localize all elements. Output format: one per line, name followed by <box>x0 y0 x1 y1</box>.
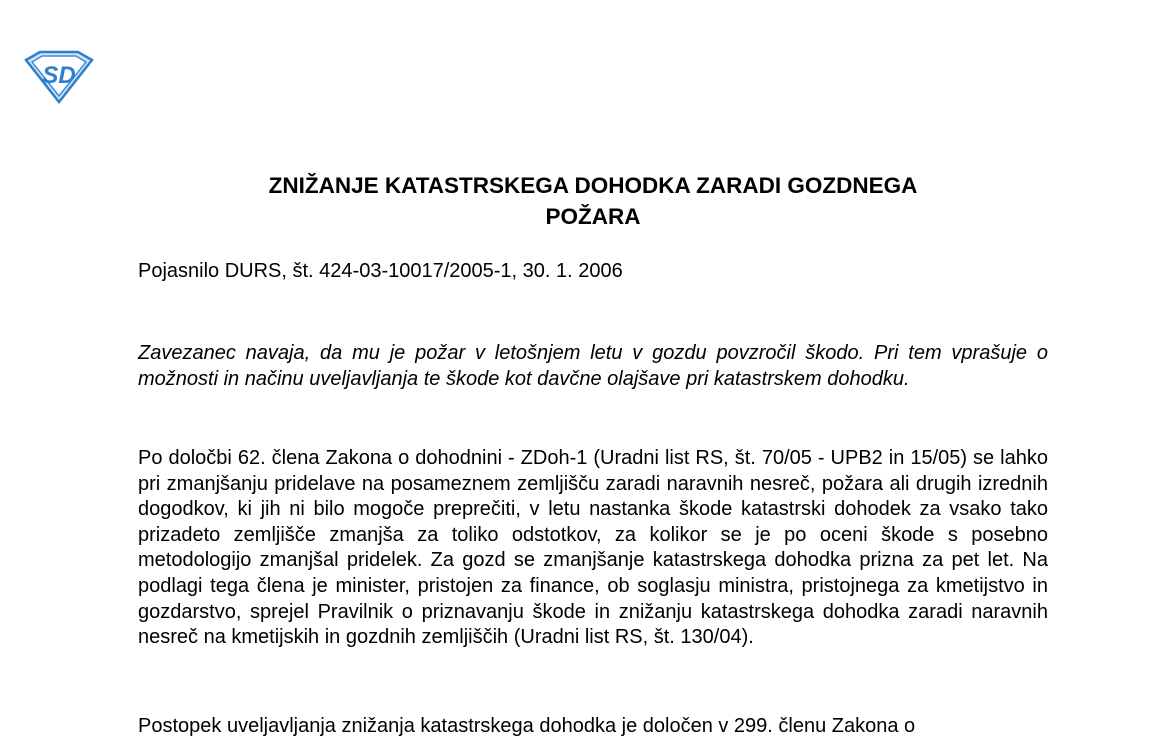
svg-text:SD: SD <box>42 62 76 89</box>
title-line-2: POŽARA <box>545 204 641 229</box>
sd-logo-icon <box>22 50 96 104</box>
document-reference: Pojasnilo DURS, št. 424-03-10017/2005-1, 30. 1. 2006 <box>138 260 623 282</box>
question-paragraph: Zavezanec navaja, da mu je požar v letošnjem letu v gozdu povzročil škodo. Pri tem vprašuje o možnosti in načinu uveljavljanja te škode kot davčne olajšave pri katastrskem dohodku. <box>138 342 1048 390</box>
body-paragraph-1: Po določbi 62. člena Zakona o dohodnini - ZDoh-1 (Uradni list RS, št. 70/05 - UPB2 in 15/05) se lahko pri zmanjšanju pridelave na posameznem zemljišču zaradi naravnih nesreč, požara ali drugih izrednih dogodkov, ki jih ni bilo mogoče preprečiti, v letu nastanka škode katastrski dohodek za vsako tako prizadeto zemljišče zmanjša za toliko odstotkov, za kolikor se je po oceni škode s posebno metodologijo zmanjšal pridelek. Za gozd se zmanjšanje katastrskega dohodka prizna za pet let. Na podlagi tega člena je minister, pristojen za finance, ob soglasju ministra, pristojnega za kmetijstvo in gozdarstvo, sprejel Pravilnik o priznavanju škode in znižanju katastrskega dohodka zaradi naravnih nesreč na kmetijskih in gozdnih zemljiščih (Uradni list RS, št. 130/04). <box>138 447 1048 649</box>
title-line-1: ZNIŽANJE KATASTRSKEGA DOHODKA ZARADI GOZDNEGA <box>268 173 918 198</box>
body-paragraph-2: Postopek uveljavljanja znižanja katastrskega dohodka je določen v 299. členu Zakona o <box>138 715 916 737</box>
document-title <box>138 170 1048 232</box>
